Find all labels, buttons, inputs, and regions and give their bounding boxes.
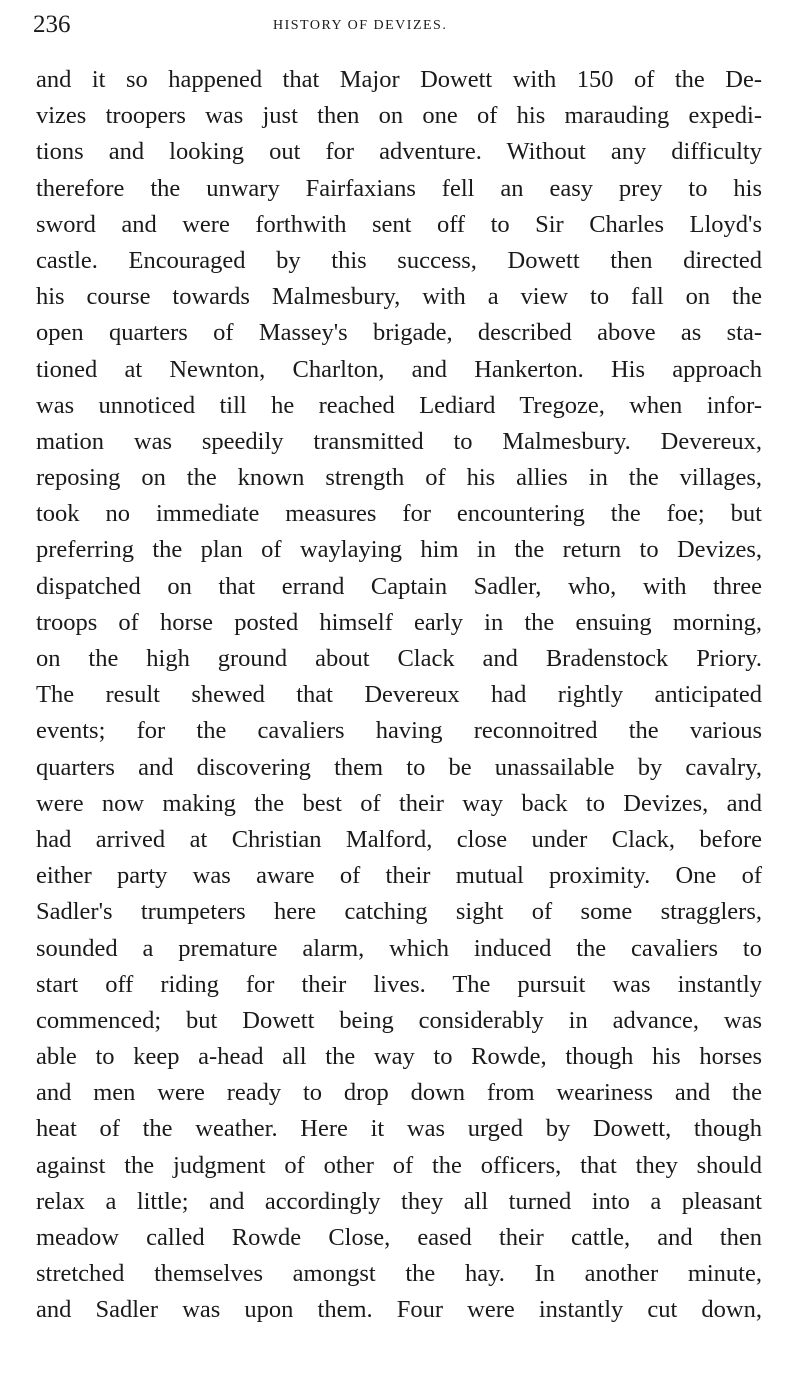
text-line: Sadler's trumpeters here catching sight of some stragglers,	[36, 898, 762, 926]
text-line: mation was speedily transmitted to Malmesbury. Devereux,	[36, 427, 762, 455]
text-line: commenced; but Dowett being considerably in advance, was	[36, 1006, 762, 1034]
text-line: castle. Encouraged by this success, Dowett then directed	[36, 246, 762, 274]
text-line: sword and were forthwith sent off to Sir Charles Lloyd's	[36, 210, 762, 238]
text-line: able to keep a-head all the way to Rowde, though his horses	[36, 1043, 762, 1071]
text-line: against the judgment of other of the officers, that they should	[36, 1151, 762, 1179]
page-number: 236	[33, 11, 71, 38]
text-line: The result shewed that Devereux had rightly anticipated	[36, 681, 762, 709]
text-line: open quarters of Massey's brigade, described above as sta-	[36, 319, 762, 347]
running-title: HISTORY OF DEVIZES.	[273, 18, 448, 33]
text-line: sounded a premature alarm, which induced the cavaliers to	[36, 934, 762, 962]
text-line: and men were ready to drop down from weariness and the	[36, 1079, 762, 1107]
text-line: his course towards Malmesbury, with a view to fall on the	[36, 283, 762, 311]
text-line: preferring the plan of waylaying him in the return to Devizes,	[36, 536, 762, 564]
text-line: meadow called Rowde Close, eased their cattle, and then	[36, 1224, 762, 1251]
text-line: therefore the unwary Fairfaxians fell an easy prey to his	[36, 174, 762, 202]
body-text	[36, 62, 762, 1329]
text-line: had arrived at Christian Malford, close under Clack, before	[36, 825, 762, 853]
text-line: were now making the best of their way back to Devizes, and	[36, 789, 762, 817]
text-line: dispatched on that errand Captain Sadler, who, with three	[36, 572, 762, 600]
text-line: was unnoticed till he reached Lediard Tregoze, when infor-	[36, 391, 762, 419]
text-line: tioned at Newnton, Charlton, and Hankerton. His approach	[36, 355, 762, 383]
text-line: on the high ground about Clack and Bradenstock Priory.	[36, 645, 762, 672]
text-line: reposing on the known strength of his allies in the villages,	[36, 464, 762, 492]
text-line: troops of horse posted himself early in the ensuing morning,	[36, 608, 762, 636]
text-line: took no immediate measures for encountering the foe; but	[36, 500, 762, 528]
text-line: and it so happened that Major Dowett with 150 of the De-	[36, 66, 762, 93]
text-line: and Sadler was upon them. Four were instantly cut down,	[36, 1296, 762, 1324]
text-line: quarters and discovering them to be unassailable by cavalry,	[36, 753, 762, 781]
text-line: heat of the weather. Here it was urged by Dowett, though	[36, 1115, 762, 1143]
page-header	[33, 10, 763, 40]
text-line: tions and looking out for adventure. Without any difficulty	[36, 138, 762, 166]
text-line: events; for the cavaliers having reconnoitred the various	[36, 717, 762, 745]
text-line: either party was aware of their mutual proximity. One of	[36, 862, 762, 890]
text-line: stretched themselves amongst the hay. In another minute,	[36, 1260, 762, 1288]
text-line: vizes troopers was just then on one of his marauding expedi-	[36, 102, 762, 130]
text-line: relax a little; and accordingly they all turned into a pleasant	[36, 1187, 762, 1215]
text-line: start off riding for their lives. The pursuit was instantly	[36, 970, 762, 998]
